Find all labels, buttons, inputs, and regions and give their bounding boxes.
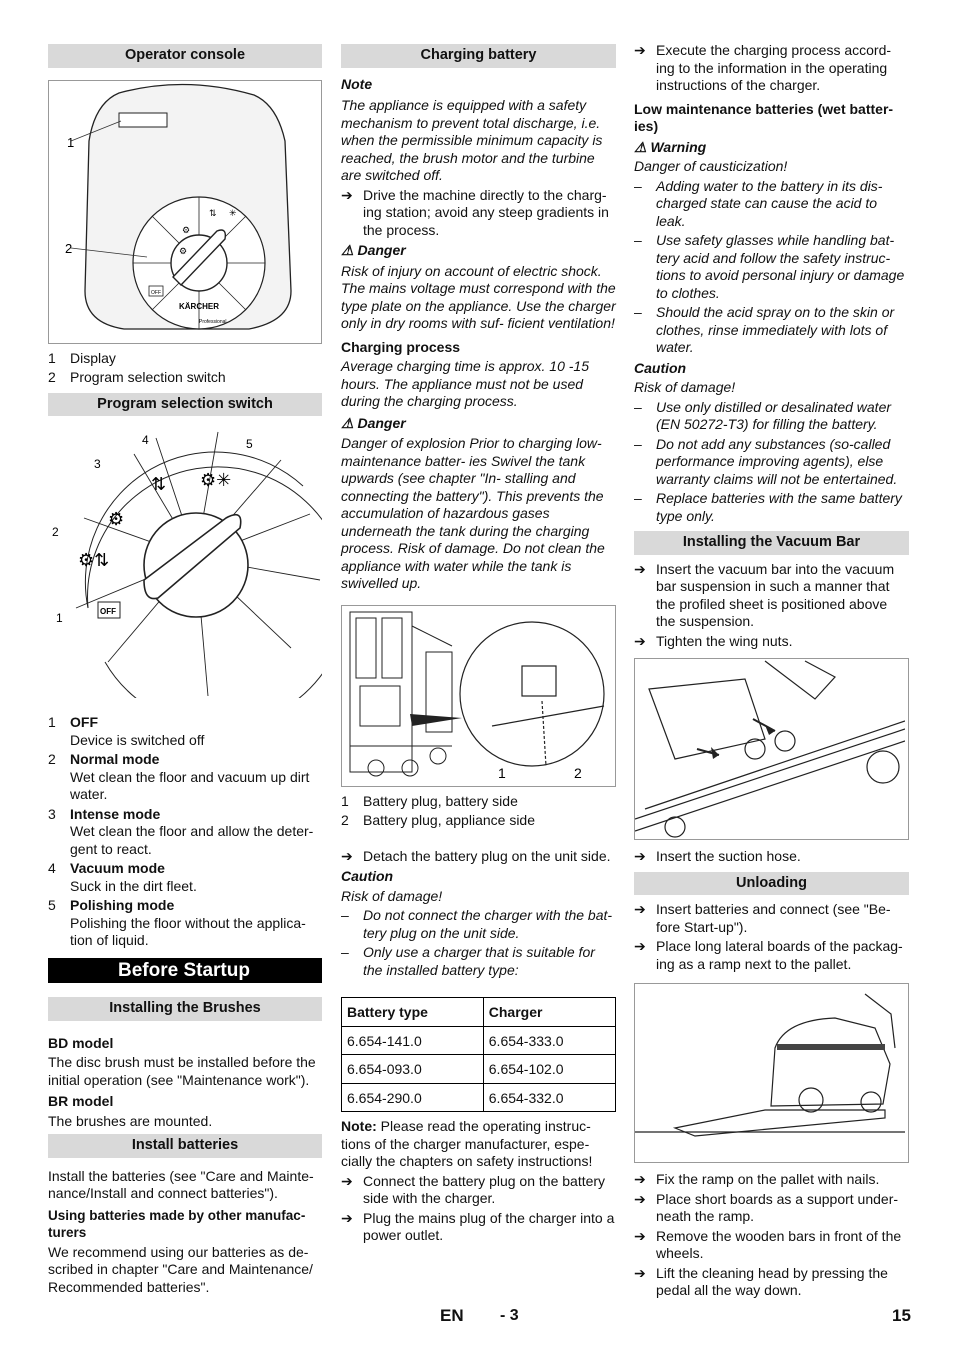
caution-item-text: Use only distilled or desalinated water (EN 50272-T3) for filling the battery. <box>656 398 892 432</box>
off-badge: OFF <box>100 607 116 616</box>
dash-bullet: – <box>634 490 642 506</box>
dash-bullet: – <box>634 232 642 248</box>
risk-text: Risk of damage! <box>634 379 736 395</box>
warning-item-text: Adding water to the battery in its dis- charged state can cause the acid to leak. <box>656 177 883 229</box>
legend-item <box>341 812 616 830</box>
legend-battery-plug <box>341 793 616 830</box>
mode-desc: Device is switched off <box>70 731 205 748</box>
callout-2: 2 <box>574 764 582 781</box>
warning-triangle-icon: ⚠ <box>341 414 354 431</box>
unloading-step-text: Remove the wooden bars in front of the wheels. <box>656 1227 902 1261</box>
warning-item <box>634 178 909 231</box>
caution-item <box>634 399 909 434</box>
danger-label: ⚠ Danger <box>341 242 406 258</box>
brand-logo: KÄRCHER <box>179 301 219 311</box>
dash-bullet: – <box>634 177 642 194</box>
warning-item <box>634 304 909 357</box>
dash-bullet: – <box>634 398 642 415</box>
dash-bullet: – <box>634 304 642 320</box>
danger-text-2: Danger of explosion Prior to charging low-maintenance batter- ies Swivel the tank upwards (see chapter "In- stalling and connecting the battery"). This prevents the accumulation of hazardous gases underneath the tank during the charging process. Risk of damage. Do not clean the appliance with water while the tank is swivelled up. <box>341 435 605 591</box>
caution-list <box>634 399 909 526</box>
figure-operator-console <box>48 80 322 344</box>
unloading-step <box>634 901 909 936</box>
unloading-step-text: Place long lateral boards of the packag- ing as a ramp next to the pallet. <box>656 938 903 972</box>
step-execute: ➔ Execute the charging process accord- ing to the information in the operating instructions of the charger. <box>634 42 892 93</box>
mode-number: 4 <box>48 860 56 876</box>
callout-3: 3 <box>94 457 101 471</box>
mode-item <box>48 714 322 749</box>
arrow-icon: ➔ <box>634 632 646 649</box>
unloading-step-text: Fix the ramp on the pallet with nails. <box>656 1171 880 1187</box>
step-drive: ➔ Drive the machine directly to the charg- ing station; avoid any steep gradients in the process. <box>341 186 609 238</box>
mode-item <box>48 751 322 804</box>
mode-body <box>70 751 322 804</box>
unloading-step <box>634 1228 909 1263</box>
battery-charger-table <box>341 997 616 1112</box>
warning-label: ⚠ Warning <box>634 138 707 155</box>
caution-item-text: Replace batteries with the same battery type only. <box>656 490 902 524</box>
legend-item <box>48 369 322 387</box>
step-connect: ➔ Connect the battery plug on the battery side with the charger. <box>341 1172 606 1206</box>
caution-item-text: Do not connect the charger with the bat- tery plug on the unit side. <box>363 907 613 941</box>
legend-item-text: Display <box>70 349 116 366</box>
column-3 <box>634 42 909 1302</box>
arrow-icon: ➔ <box>634 1171 646 1187</box>
mode-desc: Polishing the floor without the applica- tion of liquid. <box>70 914 306 948</box>
legend-number: 2 <box>341 812 349 828</box>
warning-triangle-icon: ⚠ <box>634 138 647 155</box>
step-plug: ➔ Plug the mains plug of the charger into a power outlet. <box>341 1209 615 1243</box>
mode-item <box>48 897 322 950</box>
svg-text:⚙⇅: ⚙⇅ <box>78 550 110 570</box>
bd-model-text: The disc brush must be installed before the initial operation (see "Maintenance work"). <box>48 1054 316 1088</box>
mode-desc: Wet clean the floor and vacuum up dirt water. <box>70 768 310 802</box>
danger-label-2: ⚠ Danger <box>341 414 406 431</box>
mode-number: 2 <box>48 751 56 767</box>
column-2 <box>341 44 616 1247</box>
caution-item-text: Do not add any substances (so-called performance improving agents), else warranty claims will not be entertained. <box>656 435 898 487</box>
arrow-icon: ➔ <box>634 848 646 864</box>
mode-title: Normal mode <box>70 751 160 767</box>
heading-unloading: Unloading <box>634 872 909 896</box>
unloading-step-text: Lift the cleaning head by pressing the pedal all the way down. <box>656 1264 888 1298</box>
footer-page-number: 15 <box>892 1306 911 1325</box>
arrow-icon: ➔ <box>634 1227 646 1244</box>
heading-installing-brushes: Installing the Brushes <box>48 997 322 1021</box>
legend-number: 1 <box>341 792 349 809</box>
danger-text-1: Risk of injury on account of electric shock. The mains voltage must correspond with the type plate on the appliance. Use the charger only in dry rooms with suf- ficient ventilation! <box>341 262 616 331</box>
br-model-text: The brushes are mounted. <box>48 1112 213 1129</box>
heading-install-batteries: Install batteries <box>48 1134 322 1158</box>
unloading-step <box>634 1171 909 1189</box>
figure-vacuum-bar <box>634 658 909 840</box>
unloading-steps <box>634 901 909 973</box>
footer-page-local: - 3 <box>500 1307 519 1324</box>
bd-model-title: BD model <box>48 1034 114 1051</box>
dash-bullet: – <box>634 435 642 452</box>
unloading-step <box>634 1191 909 1226</box>
callout-1: 1 <box>56 611 63 625</box>
arrow-icon: ➔ <box>341 186 353 203</box>
caution-item <box>634 490 909 525</box>
heading-charging-battery: Charging battery <box>341 44 616 68</box>
mode-title: Intense mode <box>70 805 161 822</box>
table-cell: 6.654-290.0 <box>342 1083 484 1112</box>
vacuum-bar-steps <box>634 561 909 651</box>
svg-text:⇅: ⇅ <box>209 207 217 218</box>
legend-item <box>341 793 616 811</box>
heading-before-startup: Before Startup <box>48 958 322 984</box>
arrow-icon: ➔ <box>634 560 646 577</box>
warning-item-text: Should the acid spray on to the skin or clothes, rinse immediately with lots of water. <box>656 304 895 355</box>
legend-number: 2 <box>48 369 56 385</box>
dash-bullet: – <box>341 907 349 923</box>
svg-text:⚙: ⚙ <box>108 509 125 529</box>
vacuum-bar-step <box>634 633 909 651</box>
unloading-drawing <box>635 984 905 1162</box>
dash-bullet: – <box>341 944 349 960</box>
mode-list <box>48 714 322 950</box>
arrow-icon: ➔ <box>341 1209 353 1226</box>
column-1 <box>48 44 322 1298</box>
unloading-step-text: Insert batteries and connect (see "Be- fore Start-up"). <box>656 901 891 935</box>
svg-text:✳: ✳ <box>229 207 237 218</box>
mode-number: 3 <box>48 805 56 822</box>
vacuum-bar-drawing <box>635 659 905 839</box>
table-row <box>342 1055 616 1084</box>
table-row <box>342 1026 616 1055</box>
arrow-icon: ➔ <box>341 847 353 864</box>
arrow-icon: ➔ <box>634 938 646 954</box>
vacuum-bar-step-text: Tighten the wing nuts. <box>656 632 793 649</box>
arrow-icon: ➔ <box>341 1172 353 1189</box>
warning-item-text: Use safety glasses while handling bat- tery acid and follow the safety instruc- tions to avoid personal injury or damage to clothes. <box>656 232 905 301</box>
mode-title: OFF <box>70 714 98 730</box>
warning-list <box>634 178 909 357</box>
callout-2: 2 <box>52 525 59 539</box>
mode-number: 1 <box>48 714 56 730</box>
caution-item <box>341 944 616 979</box>
heading-operator-console: Operator console <box>48 44 322 68</box>
caution-label: Caution <box>341 868 394 884</box>
svg-text:⚙: ⚙ <box>179 245 188 256</box>
legend-item <box>48 350 322 368</box>
callout-4: 4 <box>142 433 149 447</box>
risk-text: Risk of damage! <box>341 887 443 904</box>
unloading-step <box>634 938 909 973</box>
arrow-icon: ➔ <box>634 1264 646 1281</box>
header-charger: Charger <box>483 998 615 1027</box>
legend-number: 1 <box>48 349 56 366</box>
callout-1: 1 <box>498 764 506 781</box>
heading-vacuum-bar: Installing the Vacuum Bar <box>634 531 909 555</box>
brand-sub: Professional <box>199 318 227 325</box>
arrow-icon: ➔ <box>634 901 646 917</box>
warning-triangle-icon: ⚠ <box>341 242 354 258</box>
unloading-step-text: Place short boards as a support under- neath the ramp. <box>656 1190 899 1224</box>
vacuum-bar-step-text: Insert the vacuum bar into the vacuum bar suspension in such a manner that the profiled sheet is positioned above the suspension. <box>656 560 895 629</box>
br-model-title: BR model <box>48 1093 114 1109</box>
callout-5: 5 <box>246 437 253 451</box>
warning-text: Danger of causticization! <box>634 158 788 174</box>
unloading-step <box>634 1265 909 1300</box>
svg-text:⚙✳: ⚙✳ <box>200 470 232 490</box>
figure-program-switch <box>48 430 322 698</box>
vacuum-bar-step <box>634 561 909 631</box>
warning-item <box>634 232 909 302</box>
caution-item <box>634 436 909 489</box>
battery-plug-drawing <box>342 606 615 786</box>
figure-unloading <box>634 983 909 1163</box>
mode-desc: Wet clean the floor and allow the deter- gent to react. <box>70 823 314 857</box>
callout-2: 2 <box>65 240 73 256</box>
caution-item-text: Only use a charger that is suitable for the installed battery type: <box>363 944 595 978</box>
mode-body <box>70 806 322 859</box>
caution-label: Caution <box>634 359 687 376</box>
install-text: Install the batteries (see "Care and Mainte- nance/Install and connect batteries"). <box>48 1167 314 1201</box>
mode-title: Polishing mode <box>70 897 175 913</box>
step-detach: ➔ Detach the battery plug on the unit side. <box>341 847 611 864</box>
other-batteries-text: We recommend using our batteries as de- scribed in chapter "Care and Maintenance/ Recommended batteries". <box>48 1243 313 1295</box>
arrow-icon: ➔ <box>634 1190 646 1207</box>
low-maint-title: Low maintenance batteries (wet batter- ies) <box>634 100 894 134</box>
note-2: Note: Please read the operating instruc- tions of the charger manufacturer, espe- cially the chapters on safety instructions! <box>341 1118 593 1169</box>
other-batteries-title: Using batteries made by other manufac- turers <box>48 1207 306 1240</box>
legend-item-text: Battery plug, battery side <box>363 792 518 809</box>
svg-text:⚙: ⚙ <box>182 224 191 235</box>
caution-list <box>341 907 616 979</box>
mode-item <box>48 806 322 859</box>
arrow-icon: ➔ <box>634 42 646 58</box>
mode-number: 5 <box>48 897 56 913</box>
off-badge-small: OFF <box>151 289 161 296</box>
charging-process-text: Average charging time is approx. 10 -15 hours. The appliance must not be used during the charging process. <box>341 358 589 409</box>
mode-body <box>70 714 204 749</box>
table-cell: 6.654-332.0 <box>483 1083 615 1112</box>
legend-operator-console <box>48 350 322 387</box>
table-cell: 6.654-333.0 <box>483 1026 615 1055</box>
note-label: Note <box>341 75 373 92</box>
mode-title: Vacuum mode <box>70 860 165 876</box>
unloading-after-steps <box>634 1171 909 1300</box>
table-header-row <box>342 998 616 1027</box>
table-row <box>342 1083 616 1112</box>
table-cell: 6.654-093.0 <box>342 1055 484 1084</box>
heading-program-switch: Program selection switch <box>48 393 322 417</box>
program-switch-drawing <box>48 430 322 698</box>
operator-console-drawing <box>49 81 321 343</box>
charging-process-title: Charging process <box>341 338 461 355</box>
mode-desc: Suck in the dirt fleet. <box>70 877 197 894</box>
header-battery-type: Battery type <box>342 998 484 1027</box>
table-cell: 6.654-102.0 <box>483 1055 615 1084</box>
footer-lang: EN <box>440 1306 464 1325</box>
caution-item <box>341 907 616 942</box>
mode-item <box>48 860 322 895</box>
mode-body <box>70 897 322 950</box>
callout-1: 1 <box>67 134 75 150</box>
table-cell: 6.654-141.0 <box>342 1026 484 1055</box>
legend-item-text: Battery plug, appliance side <box>363 812 535 828</box>
mode-body <box>70 860 197 895</box>
svg-text:⇅: ⇅ <box>151 474 167 494</box>
note-text: The appliance is equipped with a safety mechanism to prevent total discharge, i.e. when the permissible minimum capacity is reached, the brush motor and the turbine are switched off. <box>341 97 603 183</box>
figure-battery-plug <box>341 605 616 787</box>
step-suction-hose: ➔ Insert the suction hose. <box>634 848 801 864</box>
legend-item-text: Program selection switch <box>70 369 226 385</box>
